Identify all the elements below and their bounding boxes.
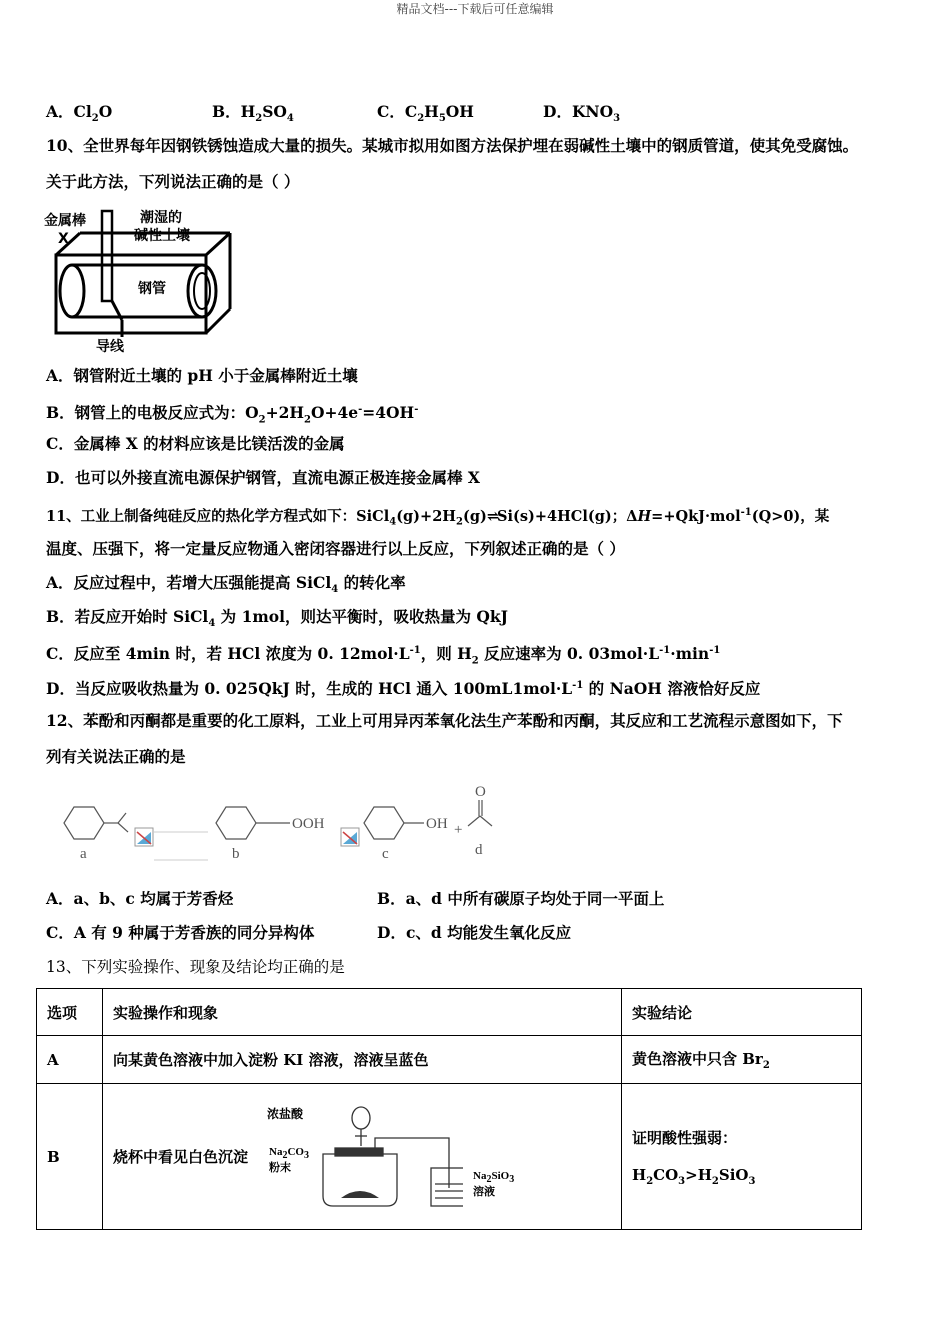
q12-label-ooh: OOH xyxy=(292,816,325,832)
q11-option-d: D．当反应吸收热量为 0. 025QkJ 时，生成的 HCl 通入 $100mL1mol\cdot L^{-1}$ 的 NaOH 溶液恰好反应 xyxy=(46,679,761,699)
q12-option-a: A．a、b、c 均属于芳香烃 xyxy=(46,889,234,908)
row-b-conclusion-line1: 证明酸性强弱： xyxy=(632,1128,738,1147)
q9-option-d: D．$KNO_3$ xyxy=(543,102,621,125)
q12-label-oh: OH xyxy=(426,816,448,832)
fig-label-na2co3-formula: $Na_2CO_3$ xyxy=(269,1146,309,1162)
q12-figure-reaction xyxy=(56,780,516,870)
q10-option-d: D．也可以外接直流电源保护钢管，直流电源正极连接金属棒 X xyxy=(46,468,480,487)
q12-stem-line1: 12、苯酚和丙酮都是重要的化工原料，工业上可用异丙苯氧化法生产苯酚和丙酮，其反应和工艺流程示意图如下，下 xyxy=(46,711,843,730)
q10-stem-line2: 关于此方法，下列说法正确的是（ ） xyxy=(46,172,300,191)
table-row xyxy=(37,1036,862,1084)
q10-fig-label-soil1: 潮湿的 xyxy=(140,210,182,226)
row-b-option: B xyxy=(37,1084,103,1230)
table-header-option: 选项 xyxy=(37,989,103,1036)
q13-table xyxy=(36,988,862,1230)
q10-fig-label-pipe: 钢管 xyxy=(138,281,166,297)
table-header-row xyxy=(37,989,862,1036)
fig-label-conc-hcl: 浓盐酸 xyxy=(267,1107,304,1121)
q10-option-c: C．金属棒 X 的材料应该是比镁活泼的金属 xyxy=(46,434,345,453)
q12-label-b: b xyxy=(232,846,240,862)
q12-label-a: a xyxy=(80,846,87,862)
q11-option-b: B．若反应开始时 SiCl$_4$ 为 1mol，则达平衡时，吸收热量为 QkJ xyxy=(46,607,508,630)
q10-figure-pipe-protection xyxy=(42,205,232,355)
q10-fig-label-rod: 金属棒 xyxy=(44,213,86,229)
fig-label-solution: 溶液 xyxy=(473,1186,495,1199)
fig-label-na2co3 xyxy=(269,1146,309,1175)
q11-option-a: A．反应过程中，若增大压强能提高 SiCl$_4$ 的转化率 xyxy=(46,573,406,596)
q10-option-b: B．钢管上的电极反应式为：$O_2+2H_2O+4e^-=4OH^-$ xyxy=(46,403,419,426)
q12-option-b: B．a、d 中所有碳原子均处于同一平面上 xyxy=(377,889,665,908)
q12-stem-line2: 列有关说法正确的是 xyxy=(46,747,186,766)
row-b-operation-cell xyxy=(103,1084,622,1230)
row-b-conclusion-line2: $H_2CO_3>H_2SiO_3$ xyxy=(632,1165,756,1187)
q11-stem-line2: 温度、压强下，将一定量反应物通入密闭容器进行以上反应，下列叙述正确的是（ ） xyxy=(46,539,625,558)
row-b-conclusion xyxy=(622,1084,862,1230)
q12-label-d: d xyxy=(475,842,483,858)
row-a-conclusion: 黄色溶液中只含 $Br_2$ xyxy=(622,1036,862,1084)
q11-option-c: C．反应至 4min 时，若 HCl 浓度为 0. $12mol\cdot L^{-1}$，则 $H_2$ 反应速率为 0. $03mol\cdot L^{-1}\cdot\min^{-1}$ xyxy=(46,644,721,667)
q9-option-c: C．$C_2H_5OH$ xyxy=(377,102,474,125)
q9-option-a: A．$Cl_2O$ xyxy=(46,102,113,125)
q12-label-o: O xyxy=(475,784,486,800)
fig-label-na2sio3-formula: $Na_2SiO_3$ xyxy=(473,1170,515,1186)
q11-stem-line1: 11、工业上制备纯硅反应的热化学方程式如下：$SiCl_4(g)+2H_2(g)\rightleftharpoons Si(s)+4HCl(g)$；ΔH=+QkJ·mol$^{-1}$(Q>0)，某 xyxy=(46,507,830,528)
table-row xyxy=(37,1084,862,1230)
q9-option-b: B．$H_2SO_4$ xyxy=(212,102,294,125)
q10-stem-line1: 10、全世界每年因钢铁锈蚀造成大量的损失。某城市拟用如图方法保护埋在弱碱性土壤中的钢质管道，使其免受腐蚀。 xyxy=(46,136,859,155)
fig-label-powder: 粉末 xyxy=(269,1162,291,1175)
q10-fig-label-x: X xyxy=(58,231,69,247)
row-a-operation: 向某黄色溶液中加入淀粉 KI 溶液，溶液呈蓝色 xyxy=(103,1036,622,1084)
table-header-operation: 实验操作和现象 xyxy=(103,989,622,1036)
row-b-operation: 烧杯中看见白色沉淀 xyxy=(113,1148,249,1166)
q12-option-c: C．A 有 9 种属于芳香族的同分异构体 xyxy=(46,923,315,942)
row-a-option: A xyxy=(37,1036,103,1084)
page-header: 精品文档---下载后可任意编辑 xyxy=(396,2,554,16)
q10-option-a: A．钢管附近土壤的 pH 小于金属棒附近土壤 xyxy=(46,366,358,385)
q12-option-d: D．c、d 均能发生氧化反应 xyxy=(377,923,572,942)
q12-label-plus: + xyxy=(454,822,463,838)
q10-fig-label-wire: 导线 xyxy=(96,339,124,355)
q10-fig-label-soil2: 碱性土壤 xyxy=(134,228,190,244)
table-header-conclusion: 实验结论 xyxy=(622,989,862,1036)
q12-label-c: c xyxy=(382,846,389,862)
q13-stem: 13、下列实验操作、现象及结论均正确的是 xyxy=(46,958,345,976)
fig-label-na2sio3 xyxy=(473,1170,514,1199)
